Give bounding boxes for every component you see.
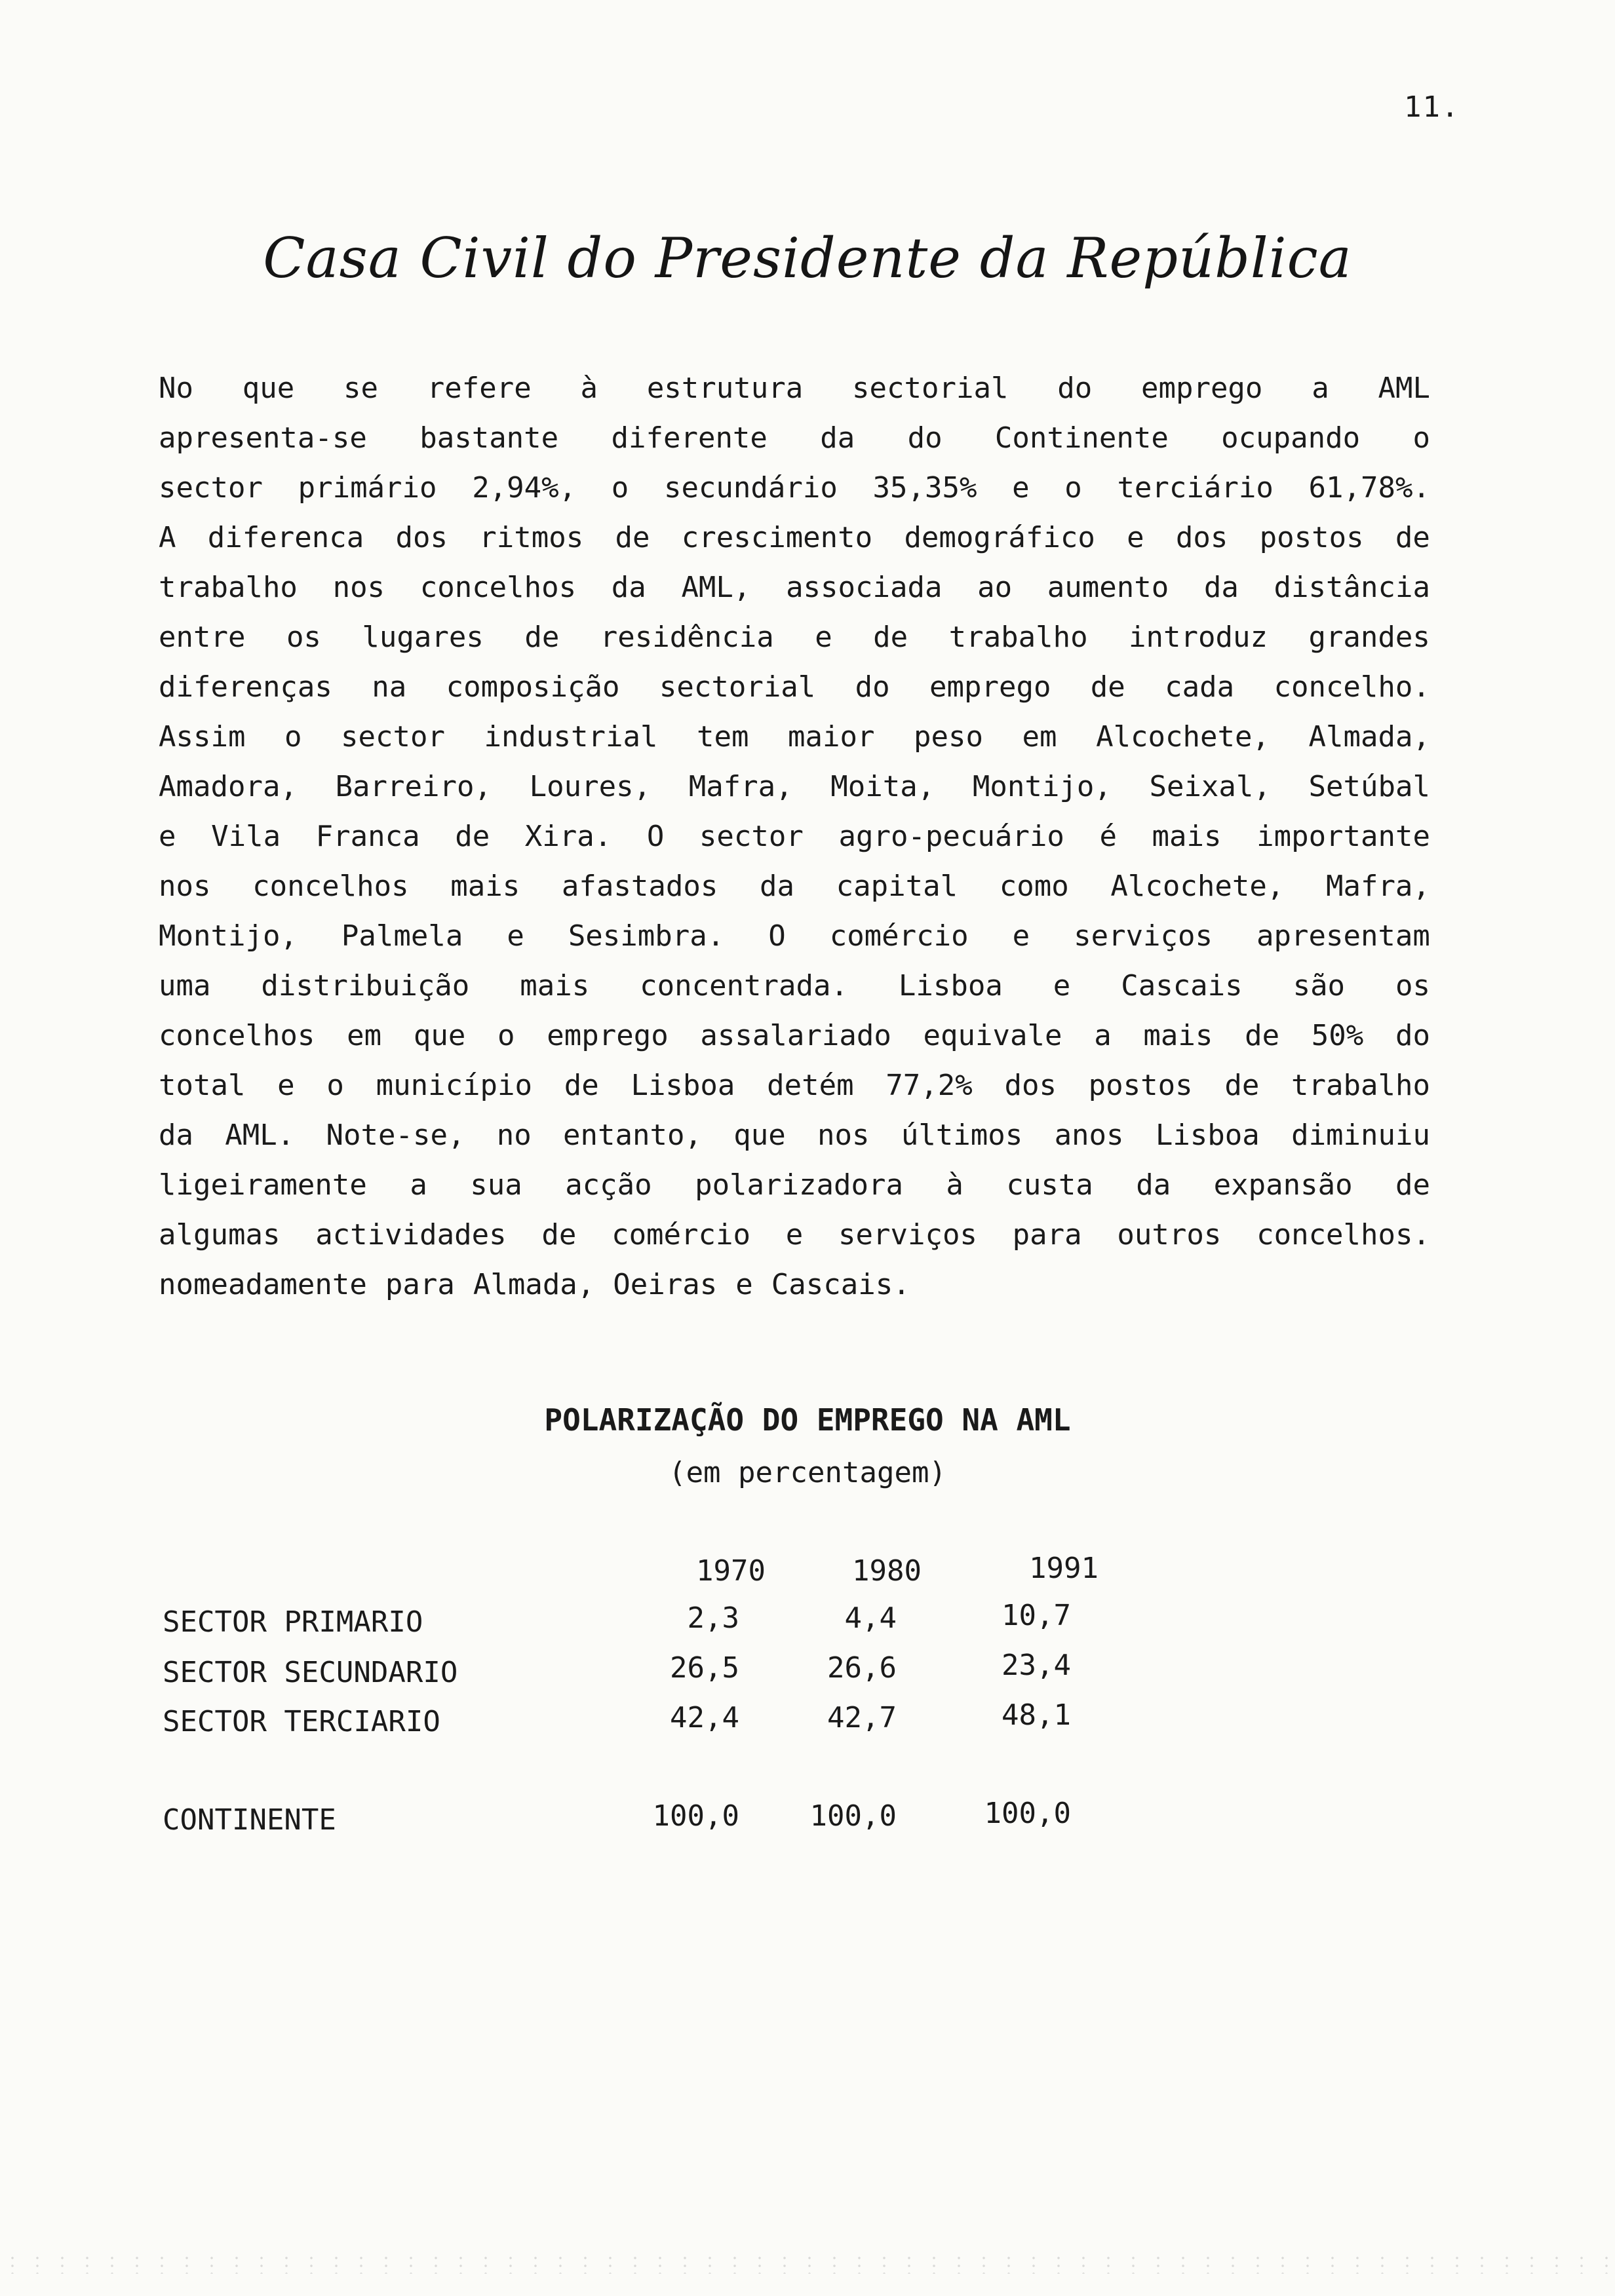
word: sectorial [659,670,816,704]
word: importante [1256,820,1430,853]
word: diminuiu [1291,1119,1430,1152]
word: de [564,1069,599,1102]
word: Montijo, [159,919,298,953]
word: o [1064,471,1082,505]
word: comércio [829,919,969,953]
word: para [1012,1218,1082,1252]
word: o [497,1019,515,1052]
table-cell: 26,5 [670,1651,739,1685]
word: distância [1274,571,1430,604]
word: Cascais [1121,969,1243,1003]
word: distribuição [261,969,470,1003]
word: como [999,870,1069,903]
word: o [284,720,302,754]
word: dos [1175,521,1228,554]
word: 2,94%, [472,471,577,505]
word: Palmela [341,919,463,953]
word: grandes [1308,621,1430,654]
word: Mafra, [1325,870,1430,903]
word: e [507,919,524,953]
word: entanto, [563,1119,702,1152]
table-cell: 100,0 [984,1797,1071,1830]
word: 50% [1311,1019,1364,1052]
word: comércio [612,1218,750,1252]
text-line [159,613,1430,662]
word: detém [767,1069,854,1102]
word: à [580,372,598,405]
word: nos [159,870,211,903]
text-line [159,1160,1430,1210]
word: sector [341,720,445,754]
word: são [1293,969,1346,1003]
word: Cascais. [771,1268,910,1301]
page-number: 11. [1404,90,1460,124]
word: Xira. [524,820,612,853]
word: maior [788,720,875,754]
word: apresentam [1256,919,1430,953]
word: Alcochete, [1096,720,1270,754]
word: mais [450,870,520,903]
text-line [159,1210,1430,1260]
body-paragraph [159,364,1430,1310]
word: Lisboa [1155,1119,1260,1152]
word: 35,35% [872,471,977,505]
word: município [376,1069,533,1102]
word: diferenca [207,521,364,554]
word: expansão [1213,1168,1353,1202]
word: o [611,471,629,505]
word: do [1057,372,1093,405]
text-line [159,812,1430,862]
word: concelhos [419,571,577,604]
text-line [159,413,1430,463]
word: AML, [681,571,751,604]
word: afastados [561,870,718,903]
word: e [735,1268,753,1301]
word: industrial [484,720,658,754]
letterhead: Casa Civil do Presidente da República [263,226,1352,290]
word: de [1224,1069,1260,1102]
word: Lisboa [898,969,1003,1003]
column-header-1991: 1991 [1029,1552,1099,1585]
text-line [159,1260,1430,1310]
word: Seixal, [1149,770,1271,803]
word: bastante [419,421,559,455]
text-line [159,1111,1430,1160]
word: concentrada. [640,969,848,1003]
word: acção [565,1168,652,1202]
text-line [159,762,1430,812]
word: emprego [929,670,1051,704]
word: se [343,372,379,405]
word: Vila [211,820,281,853]
word: que [242,372,295,405]
word: peso [914,720,983,754]
word: outros [1117,1218,1222,1252]
word: sector [699,820,804,853]
word: os [286,621,321,654]
table-cell: 42,4 [670,1701,739,1734]
table-cell: 23,4 [1002,1649,1071,1682]
text-line [159,662,1430,712]
word: trabalho [948,621,1088,654]
text-line [159,563,1430,613]
word: postos [1088,1069,1193,1102]
table-cell: 48,1 [1002,1698,1071,1732]
word: concelho. [1274,670,1430,704]
word: o [1412,421,1430,455]
word: emprego [1140,372,1263,405]
word: capital [836,870,958,903]
word: da [1203,571,1239,604]
word: concelhos. [1256,1218,1430,1252]
word: Setúbal [1308,770,1430,803]
word: crescimento [681,521,873,554]
word: 77,2% [885,1069,973,1102]
word: 61,78%. [1308,471,1430,505]
word: e [277,1069,295,1102]
word: o [326,1069,344,1102]
word: O [646,820,665,853]
word: do [855,670,890,704]
word: e [159,820,176,853]
row-label-sector-primario: SECTOR PRIMARIO [163,1605,423,1639]
word: polarizadora [695,1168,903,1202]
word: últimos [901,1119,1023,1152]
scan-noise [0,2254,1615,2274]
word: cada [1165,670,1235,704]
word: da [1136,1168,1171,1202]
word: composição [446,670,620,704]
word: uma [159,969,211,1003]
table-title: POLARIZAÇÃO DO EMPREGO NA AML [544,1402,1071,1438]
table-cell: 2,3 [687,1601,739,1635]
word: estrutura [646,372,804,405]
word: ritmos [479,521,584,554]
word: Sesimbra. [568,919,725,953]
word: de [524,621,560,654]
word: anos [1054,1119,1124,1152]
word: actividades [315,1218,507,1252]
word: serviços [1074,919,1213,953]
word: ligeiramente [159,1168,367,1202]
word: nos [332,571,385,604]
word: agro-pecuário [838,820,1064,853]
table-cell: 4,4 [844,1601,897,1635]
word: No [159,372,193,405]
word: os [1395,969,1430,1003]
word: de [615,521,650,554]
word: Moita, [830,770,935,803]
word: introduz [1129,621,1268,654]
word: da [159,1119,193,1152]
table-cell: 26,6 [827,1651,897,1685]
word: de [1395,1168,1430,1202]
column-header-1970: 1970 [696,1554,766,1588]
word: refere [427,372,532,405]
word: entre [159,621,246,654]
word: e [785,1218,804,1252]
word: para [385,1268,455,1301]
word: Loures, [529,770,652,803]
word: a [410,1168,427,1202]
word: postos [1259,521,1364,554]
word: demográfico [904,521,1095,554]
word: a [1312,372,1329,405]
word: mais [520,969,590,1003]
word: a [1094,1019,1112,1052]
word: trabalho [1291,1069,1430,1102]
word: associada [786,571,943,604]
word: Almada, [473,1268,595,1301]
word: tem [697,720,749,754]
row-label-sector-terciario: SECTOR TERCIARIO [163,1705,440,1738]
word: e [1012,919,1030,953]
word: diferente [611,421,768,455]
word: é [1099,820,1117,853]
word: de [1395,521,1430,554]
word: em [1022,720,1057,754]
column-header-1980: 1980 [852,1554,922,1588]
text-line [159,364,1430,413]
word: Amadora, [159,770,298,803]
text-line [159,513,1430,563]
word: Continente [994,421,1169,455]
word: sua [470,1168,522,1202]
word: de [873,621,908,654]
word: equivale [923,1019,1062,1052]
text-line [159,1011,1430,1061]
word: ao [977,571,1013,604]
text-line [159,1061,1430,1111]
word: sectorial [852,372,1009,405]
word: primário [298,471,437,505]
word: total [159,1069,246,1102]
word: algumas [159,1218,281,1252]
word: Almada, [1308,720,1430,754]
word: do [907,421,943,455]
table-cell: 100,0 [652,1799,739,1833]
table-cell: 100,0 [809,1799,897,1833]
word: da [611,571,646,604]
word: concelhos [159,1019,315,1052]
word: Franca [315,820,420,853]
word: custa [1006,1168,1093,1202]
word: e [1127,521,1144,554]
word: dos [395,521,448,554]
word: mais [1143,1019,1213,1052]
word: à [946,1168,963,1202]
word: Lisboa [631,1069,735,1102]
word: mais [1152,820,1222,853]
word: da [820,421,855,455]
word: serviços [838,1218,977,1252]
text-line [159,961,1430,1011]
word: aumento [1047,571,1169,604]
word: AML [1378,372,1430,405]
word: apresenta-se [159,421,367,455]
word: trabalho [159,571,298,604]
word: assalariado [700,1019,891,1052]
word: dos [1004,1069,1057,1102]
word: AML. [225,1119,295,1152]
text-line [159,463,1430,513]
table-subtitle: (em percentagem) [669,1456,946,1489]
word: do [1395,1019,1430,1052]
word: Oeiras [613,1268,718,1301]
word: Assim [159,720,246,754]
row-label-continente: CONTINENTE [163,1803,336,1837]
word: na [372,670,407,704]
word: Mafra, [688,770,793,803]
word: que [733,1119,786,1152]
text-line [159,712,1430,762]
word: Montijo, [972,770,1112,803]
table-cell: 10,7 [1002,1599,1071,1632]
word: diferenças [159,670,332,704]
text-line [159,911,1430,961]
word: lugares [362,621,484,654]
word: e [815,621,832,654]
word: emprego [547,1019,669,1052]
word: A [159,521,176,554]
word: residência [600,621,774,654]
word: ocupando [1221,421,1361,455]
table-cell: 42,7 [827,1701,897,1734]
text-line [159,862,1430,911]
word: e [1012,471,1030,505]
word: de [541,1218,577,1252]
word: da [759,870,794,903]
word: Alcochete, [1110,870,1285,903]
row-label-sector-secundario: SECTOR SECUNDARIO [163,1656,458,1689]
word: concelhos [252,870,409,903]
word: sector [159,471,263,505]
word: e [1053,969,1071,1003]
word: de [1245,1019,1280,1052]
word: terciário [1117,471,1274,505]
word: no [496,1119,532,1152]
word: Note-se, [326,1119,465,1152]
word: que [413,1019,466,1052]
word: de [455,820,490,853]
word: de [1090,670,1125,704]
word: em [347,1019,382,1052]
word: secundário [663,471,838,505]
word: Barreiro, [335,770,492,803]
word: nos [817,1119,870,1152]
word: O [768,919,786,953]
word: nomeadamente [159,1268,367,1301]
